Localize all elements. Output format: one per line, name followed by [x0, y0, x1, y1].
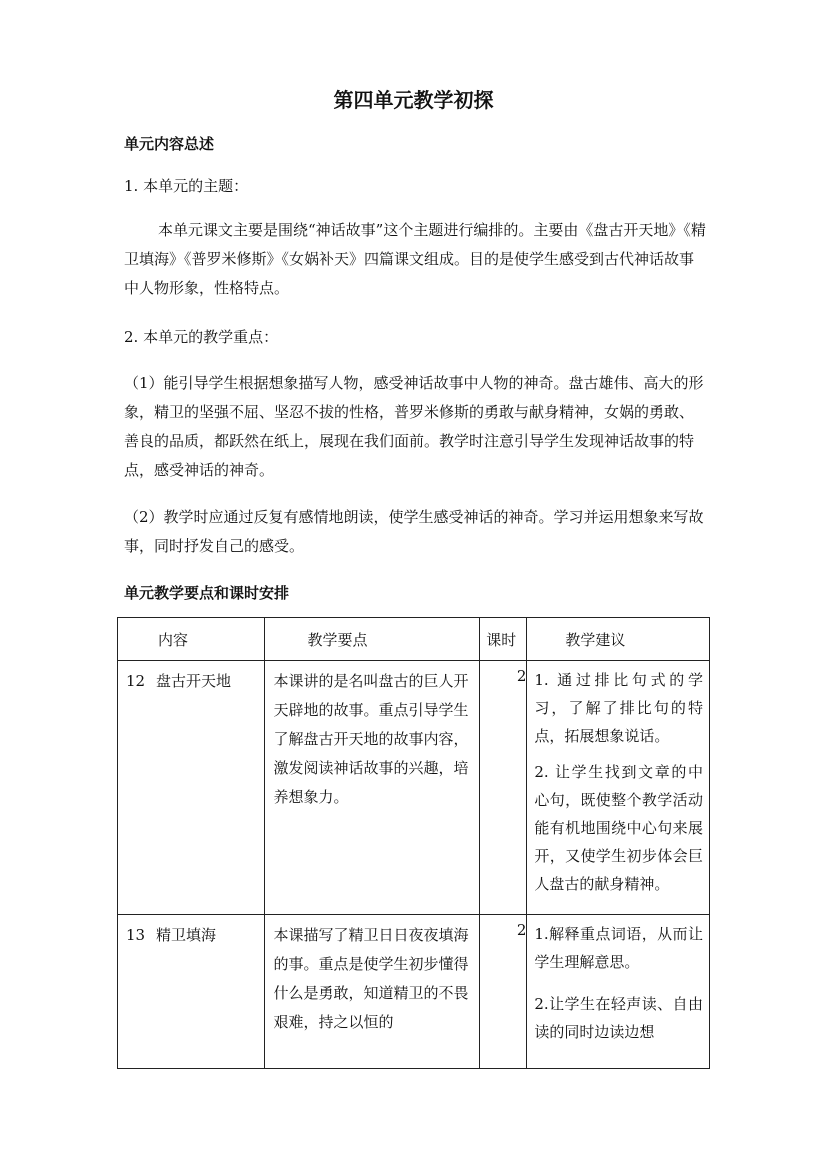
header-hours: 课时 — [480, 618, 527, 661]
focus-heading: 2. 本单元的教学重点： — [124, 328, 279, 346]
focus-paragraph-1: （1）能引导学生根据想象描写人物，感受神话故事中人物的神奇。盘古雄伟、高大的形象，精卫的坚强不屈、坚忍不拔的性格，普罗米修斯的勇敢与献身精神，女娲的勇敢、善良的品质，都跃然在纸上，展现在我们面前。教学时注意引导学生发现神话故事的特点，感受神话的神奇。 — [124, 374, 704, 479]
suggestion-item: 1. 通过排比句式的学习，了解了排比句的特点，拓展想象说话。 — [534, 671, 703, 745]
header-teaching-points: 教学要点 — [265, 618, 480, 661]
lesson-title: 精卫填海 — [156, 926, 217, 944]
lesson-cell — [118, 915, 265, 1069]
suggestion-item: 2. 让学生找到文章的中心句，既使整个教学活动能有机地围绕中心句来展开，又使学生初步体会巨人盘古的献身精神。 — [534, 763, 703, 893]
suggestions-cell — [527, 661, 710, 915]
header-content: 内容 — [118, 618, 265, 661]
hours-cell: 2 — [480, 915, 527, 1069]
suggestion-item: 1.解释重点词语，从而让学生理解意思。 — [534, 925, 703, 971]
page-title: 第四单元教学初探 — [333, 88, 494, 112]
teaching-points-cell: 本课描写了精卫日日夜夜填海的事。重点是使学生初步懂得什么是勇敢，知道精卫的不畏艰难，持之以恒的 — [265, 915, 480, 1069]
lesson-number: 13 — [126, 926, 146, 944]
theme-paragraph: 本单元课文主要是围绕“神话故事”这个主题进行编排的。主要由《盘古开天地》《精卫填海》《普罗米修斯》《女娲补天》四篇课文组成。目的是使学生感受到古代神话故事中人物形象，性格特点。 — [124, 221, 706, 297]
lesson-number: 12 — [126, 672, 146, 690]
section-heading-overview: 单元内容总述 — [124, 135, 215, 153]
header-suggestions: 教学建议 — [527, 618, 710, 661]
teaching-plan-table — [117, 617, 710, 1069]
focus-paragraph-2: （2）教学时应通过反复有感情地朗读，使学生感受神话的神奇。学习并运用想象来写故事，同时抒发自己的感受。 — [124, 508, 704, 555]
teaching-points-cell: 本课讲的是名叫盘古的巨人开天辟地的故事。重点引导学生了解盘古开天地的故事内容，激发阅读神话故事的兴趣，培养想象力。 — [265, 661, 480, 915]
suggestion-item: 2.让学生在轻声读、自由读的同时边读边想 — [534, 995, 703, 1041]
theme-heading: 1. 本单元的主题： — [124, 177, 249, 195]
table-row — [118, 661, 710, 915]
suggestions-cell — [527, 915, 710, 1069]
table-row — [118, 915, 710, 1069]
section-heading-plan: 单元教学要点和课时安排 — [124, 584, 290, 602]
hours-cell: 2 — [480, 661, 527, 915]
table-header-row — [118, 618, 710, 661]
lesson-title: 盘古开天地 — [156, 672, 232, 690]
lesson-cell — [118, 661, 265, 915]
